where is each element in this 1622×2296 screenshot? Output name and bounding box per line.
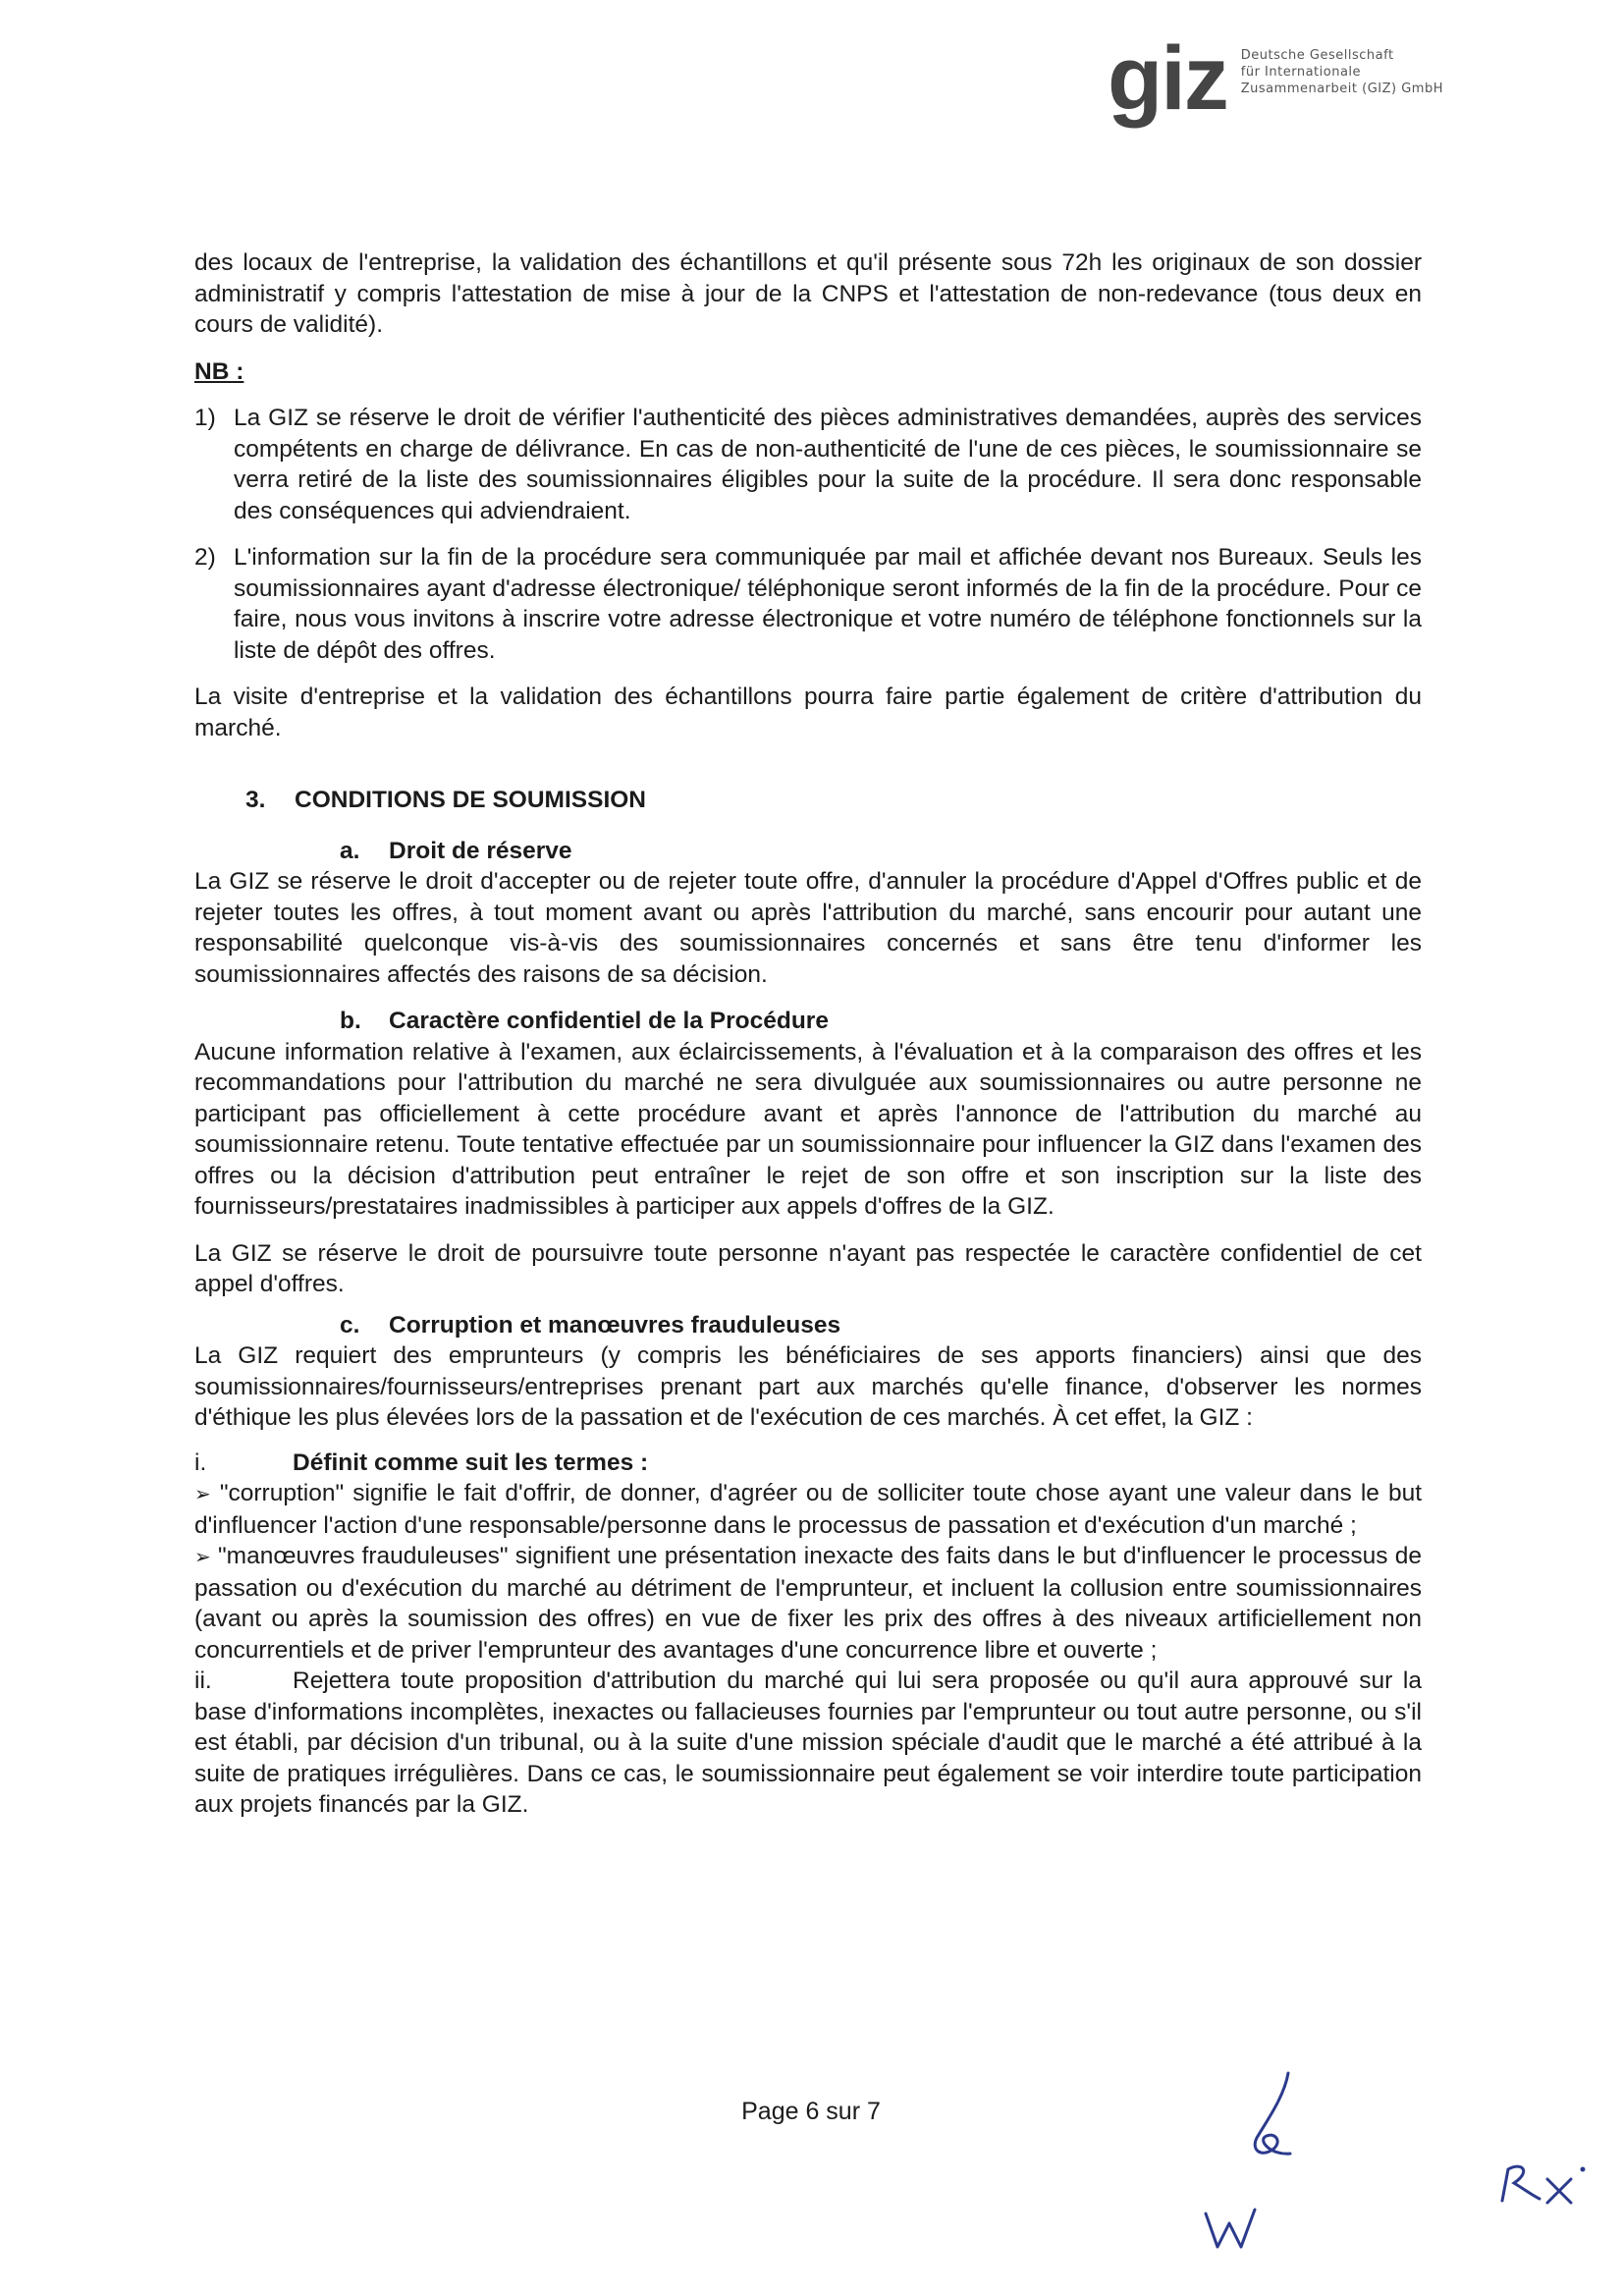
subsection-letter: a. — [340, 837, 360, 864]
bullet-text: "corruption" signifie le fait d'offrir, de donner, d'agréer ou de solliciter toute chose ayant une valeur dans le but d'influencer l'action d'une responsable/personne dans le processus de passation et d'exécution d'un marché ; — [194, 1480, 1422, 1539]
logo-line-3: Zusammenarbeit (GIZ) GmbH — [1240, 82, 1443, 96]
subsection-text: Aucune information relative à l'examen, aux éclaircissements, à l'évaluation et à la comparaison des offres et les recommandations pour l'attribution du marché ne sera divulguée aux soumissionnaires ou autre personne ne participant pas officiellement à cette procédure avant et après l'annonce de l'attribution du marché au soumissionnaire retenu. Toute tentative effectuée par un soumissionnaire pour influencer la GIZ dans l'examen des offres ou la décision d'attribution peut entraîner le rejet de son offre et son inscription sur la liste des fournisseurs/prestataires inadmissibles à participer aux appels d'offres de la GIZ. — [194, 1038, 1422, 1220]
subsection-title: Caractère confidentiel de la Procédure — [389, 1008, 829, 1034]
roman-number: i. — [194, 1449, 207, 1476]
roman-item-ii — [194, 1666, 1422, 1821]
handwritten-initial-2 — [1200, 2200, 1269, 2259]
subsection-heading — [194, 1310, 1422, 1341]
roman-item-i — [194, 1448, 1422, 1479]
roman-number: ii. — [194, 1667, 212, 1694]
document-body — [194, 247, 1422, 1821]
giz-logo — [1108, 28, 1443, 132]
nb-item-text: La GIZ se réserve le droit de vérifier l'authenticité des pièces administratives demandées, auprès des services compétents en charge de délivrance. En cas de non-authenticité de l'une de ces pièces, le soumissionnaire se verra retiré de la liste des soumissionnaires éligibles pour la suite de la procédure. Il sera donc responsable des conséquences qui adviendraient. — [234, 405, 1422, 524]
subsection-a — [194, 836, 1422, 991]
arrow-bullet-icon: ➢ — [194, 1482, 211, 1505]
subsection-text: La GIZ se réserve le droit d'accepter ou de rejeter toute offre, d'annuler la procédure d'Appel d'Offres public et de rejeter toutes les offres, à tout moment avant ou après l'attribution du marché, sans encourir pour autant une responsabilité quelconque vis-à-vis des soumissionnaires concernés et sans être tenu d'informer les soumissionnaires affectés des raisons de sa décision. — [194, 868, 1422, 988]
bullet-fraud — [194, 1541, 1422, 1666]
subsection-letter: b. — [340, 1008, 361, 1034]
section-number: 3. — [245, 787, 266, 813]
arrow-bullet-icon: ➢ — [194, 1545, 211, 1568]
subsection-c — [194, 1310, 1422, 1821]
nb-item-2 — [194, 542, 1422, 666]
nb-item-number: 1) — [194, 405, 216, 431]
logo-mark: giz — [1108, 28, 1227, 129]
subsection-text: La GIZ se réserve le droit de poursuivre toute personne n'ayant pas respectée le caractère confidentiel de cet appel d'offres. — [194, 1239, 1422, 1297]
handwritten-initial-1 — [1227, 2067, 1335, 2175]
logo-org-name — [1241, 47, 1443, 97]
section-heading — [245, 785, 1422, 816]
nb-item-1 — [194, 403, 1422, 526]
logo-line-1: Deutsche Gesellschaft — [1240, 48, 1394, 63]
subsection-heading — [194, 1006, 1422, 1037]
logo-line-2: für Internationale — [1240, 65, 1362, 80]
nb-item-number: 2) — [194, 544, 216, 571]
subsection-title: Corruption et manœuvres frauduleuses — [389, 1311, 841, 1339]
bullet-text: "manœuvres frauduleuses" signifient une présentation inexacte des faits dans le but d'influencer le processus de passation ou d'exécution du marché au détriment de l'emprunteur, et incluent la collusion entre soumissionnaires (avant ou après la soumission des offres) en vue de fixer les prix des offres à des niveaux artificiellement non concurrentiels et de priver l'emprunteur des avantages d'une concurrence libre et ouverte ; — [194, 1543, 1422, 1664]
subsection-b — [194, 1006, 1422, 1300]
subsection-letter: c. — [340, 1311, 360, 1339]
section-title: CONDITIONS DE SOUMISSION — [295, 787, 647, 813]
intro-paragraph: des locaux de l'entreprise, la validation des échantillons et qu'il présente sous 72h les originaux de son dossier administratif y compris l'attestation de mise à jour de la CNPS et l'attestation de non-redevance (tous deux en cours de validité). — [194, 249, 1422, 338]
subsection-heading — [194, 836, 1422, 867]
roman-text: Rejettera toute proposition d'attribution du marché qui lui sera proposée ou qu'il aura approuvé sur la base d'informations incomplètes, inexactes ou fallacieuses fournies par l'emprunteur ou tout autre personne, ou s'il est établi, par décision d'un tribunal, ou à la suite d'une mission spéciale d'audit que le marché a été attribué à la suite de pratiques irrégulières. Dans ce cas, le soumissionnaire peut également se voir interdire toute participation aux projets financés par la GIZ. — [194, 1667, 1422, 1818]
bullet-corruption — [194, 1478, 1422, 1541]
roman-title: Définit comme suit les termes : — [293, 1449, 649, 1476]
nb-item-text: L'information sur la fin de la procédure sera communiquée par mail et affichée devant nos Bureaux. Seuls les soumissionnaires ayant d'adresse électronique/ téléphonique seront informés de la fin de la procédure. Pour ce faire, nous vous invitons à inscrire votre adresse électronique et votre numéro de téléphone fonctionnels sur la liste de dépôt des offres. — [234, 544, 1422, 664]
handwritten-initial-3 — [1492, 2156, 1600, 2214]
subsection-text: La GIZ requiert des emprunteurs (y compris les bénéficiaires de ses apports financiers) ainsi que des soumissionnaires/fournisseurs/entreprises prenant part aux marchés qu'elle finance, d'observer les normes d'éthique les plus élevées lors de la passation et de l'exécution de ces marchés. À cet effet, la GIZ : — [194, 1342, 1422, 1431]
visit-paragraph: La visite d'entreprise et la validation des échantillons pourra faire partie également de critère d'attribution du marché. — [194, 683, 1422, 741]
page-number: Page 6 sur 7 — [741, 2098, 881, 2125]
subsection-title: Droit de réserve — [389, 837, 572, 864]
nb-label: NB : — [194, 357, 244, 385]
